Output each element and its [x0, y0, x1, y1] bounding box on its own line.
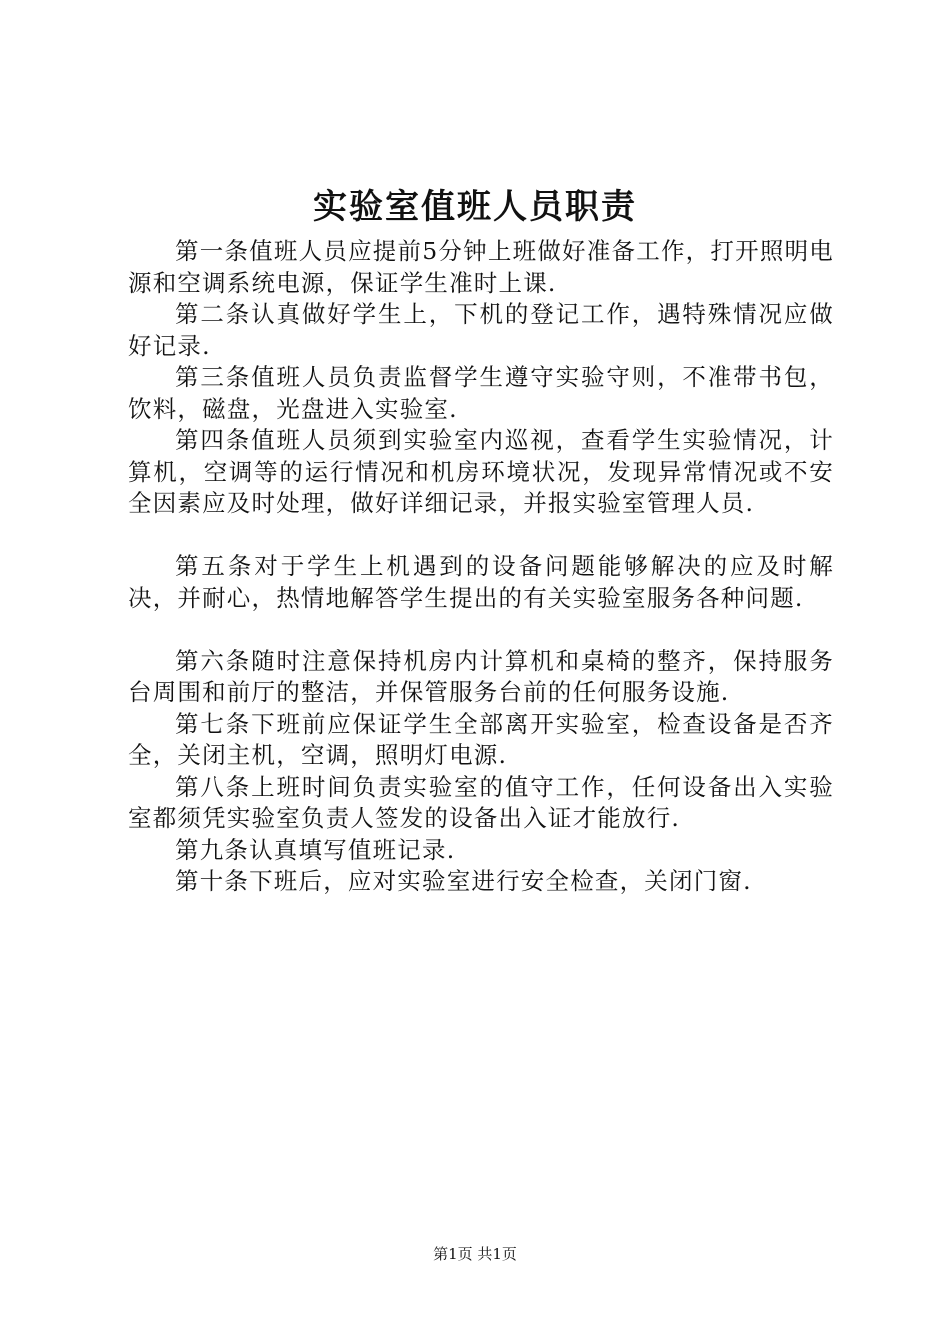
article-10: 第十条下班后，应对实验室进行安全检查，关闭门窗. — [175, 867, 752, 895]
document-title: 实验室值班人员职责 — [313, 187, 637, 227]
document-body — [128, 236, 834, 898]
paragraph-spacer — [128, 520, 834, 552]
article-5: 第五条对于学生上机遇到的设备问题能够解决的应及时解决，并耐心，热情地解答学生提出的有关实验室服务各种问题. — [128, 552, 834, 612]
page-footer: 第1页 共1页 — [433, 1245, 517, 1263]
article-7: 第七条下班前应保证学生全部离开实验室，检查设备是否齐全，关闭主机，空调，照明灯电源. — [128, 709, 834, 769]
article-8: 第八条上班时间负责实验室的值守工作，任何设备出入实验室都须凭实验室负责人签发的设备出入证才能放行. — [128, 772, 834, 832]
paragraph-spacer — [128, 614, 834, 646]
article-3: 第三条值班人员负责监督学生遵守实验守则，不准带书包，饮料，磁盘，光盘进入实验室. — [128, 363, 834, 423]
article-2: 第二条认真做好学生上，下机的登记工作，遇特殊情况应做好记录. — [128, 300, 834, 360]
article-6: 第六条随时注意保持机房内计算机和桌椅的整齐，保持服务台周围和前厅的整洁，并保管服务台前的任何服务设施. — [128, 646, 834, 706]
article-9: 第九条认真填写值班记录. — [175, 835, 456, 864]
article-4: 第四条值班人员须到实验室内巡视，查看学生实验情况，计算机，空调等的运行情况和机房环境状况，发现异常情况或不安全因素应及时处理，做好详细记录，并报实验室管理人员. — [128, 426, 834, 517]
article-1: 第一条值班人员应提前5分钟上班做好准备工作，打开照明电源和空调系统电源，保证学生准时上课. — [128, 237, 834, 297]
